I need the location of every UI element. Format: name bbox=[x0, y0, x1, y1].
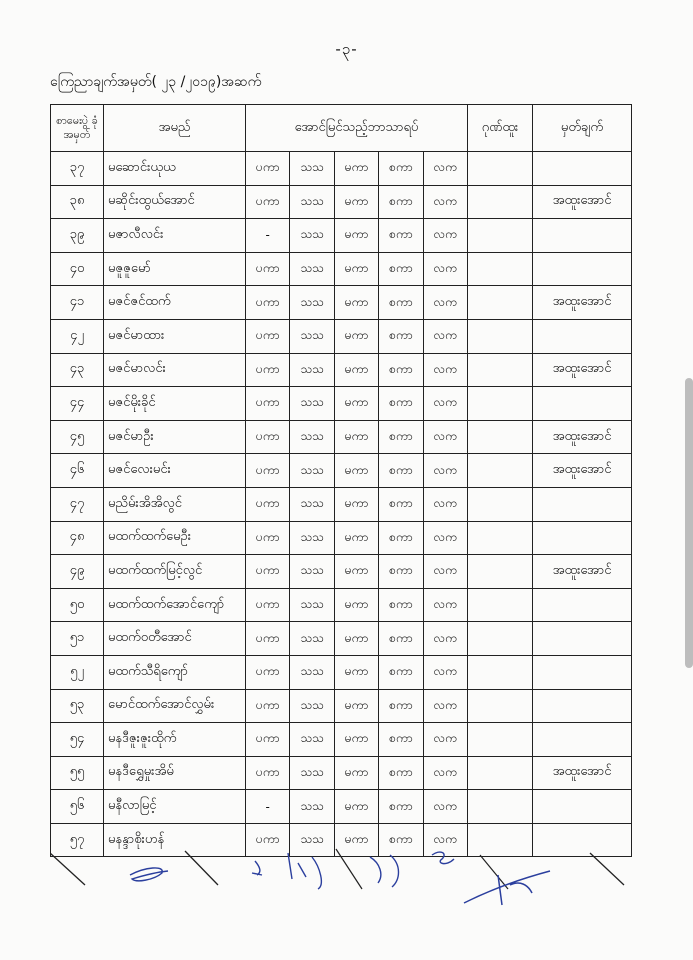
slash-mark bbox=[50, 853, 85, 885]
subject-2-cell: သသ bbox=[290, 622, 334, 656]
header-roll-number: စာမေးပွဲ ခုံအမှတ် bbox=[51, 105, 104, 152]
remark-cell: အထူးအောင် bbox=[533, 454, 632, 488]
roll-number-cell: ၅၇ bbox=[51, 823, 104, 857]
subject-5-cell: လက bbox=[423, 454, 467, 488]
subject-4-cell: စကာ bbox=[379, 790, 423, 824]
roll-number-cell: ၅၁ bbox=[51, 622, 104, 656]
header-passed-subjects: အောင်မြင်သည့်ဘာသာရပ် bbox=[246, 105, 468, 152]
subject-4-cell: စကာ bbox=[379, 723, 423, 757]
table-row bbox=[51, 152, 632, 186]
subject-3-cell: မကာ bbox=[334, 487, 378, 521]
announcement-header: ကြေညာချက်အမှတ်( ၂၃ /၂၀၁၉)အဆက် bbox=[50, 74, 262, 90]
subject-5-cell: လက bbox=[423, 387, 467, 421]
subject-1-cell: - bbox=[246, 219, 290, 253]
subject-1-cell: ပကာ bbox=[246, 588, 290, 622]
subject-3-cell: မကာ bbox=[334, 319, 378, 353]
name-cell: မထက်ထက်အောင်ကျော် bbox=[104, 588, 246, 622]
name-cell: မနီလာမြင့် bbox=[104, 790, 246, 824]
subject-1-cell: ပကာ bbox=[246, 756, 290, 790]
subject-2-cell: သသ bbox=[290, 454, 334, 488]
table-row bbox=[51, 454, 632, 488]
name-cell: မဇင်ဇင်ထက် bbox=[104, 286, 246, 320]
subject-3-cell: မကာ bbox=[334, 655, 378, 689]
name-cell: မဇင်လေးမင်း bbox=[104, 454, 246, 488]
subject-5-cell: လက bbox=[423, 252, 467, 286]
subject-5-cell: လက bbox=[423, 655, 467, 689]
name-cell: မဇင်မာဦး bbox=[104, 420, 246, 454]
subject-4-cell: စကာ bbox=[379, 555, 423, 589]
subject-4-cell: စကာ bbox=[379, 319, 423, 353]
roll-number-cell: ၄၈ bbox=[51, 521, 104, 555]
subject-4-cell: စကာ bbox=[379, 823, 423, 857]
page-number: -၃- bbox=[335, 40, 358, 58]
subject-2-cell: သသ bbox=[290, 555, 334, 589]
remark-cell bbox=[533, 622, 632, 656]
subject-1-cell: ပကာ bbox=[246, 823, 290, 857]
distinction-cell bbox=[468, 152, 533, 186]
roll-number-cell: ၄၄ bbox=[51, 387, 104, 421]
distinction-cell bbox=[468, 252, 533, 286]
distinction-cell bbox=[468, 487, 533, 521]
remark-cell: အထူးအောင် bbox=[533, 286, 632, 320]
remark-cell: အထူးအောင် bbox=[533, 756, 632, 790]
distinction-cell bbox=[468, 555, 533, 589]
table-header-row bbox=[51, 105, 632, 152]
table-row bbox=[51, 622, 632, 656]
remark-cell bbox=[533, 152, 632, 186]
roll-number-cell: ၄၀ bbox=[51, 252, 104, 286]
table-row bbox=[51, 689, 632, 723]
remark-cell bbox=[533, 689, 632, 723]
subject-1-cell: ပကာ bbox=[246, 286, 290, 320]
remark-cell bbox=[533, 655, 632, 689]
subject-2-cell: သသ bbox=[290, 521, 334, 555]
table-row bbox=[51, 353, 632, 387]
table-row bbox=[51, 487, 632, 521]
subject-4-cell: စကာ bbox=[379, 185, 423, 219]
name-cell: မနဒီဇူးဇူးထိုက် bbox=[104, 723, 246, 757]
subject-2-cell: သသ bbox=[290, 790, 334, 824]
subject-5-cell: လက bbox=[423, 152, 467, 186]
subject-3-cell: မကာ bbox=[334, 152, 378, 186]
remark-cell bbox=[533, 319, 632, 353]
subject-4-cell: စကာ bbox=[379, 353, 423, 387]
slash-mark bbox=[185, 851, 218, 885]
signature-4 bbox=[370, 855, 399, 887]
table-row bbox=[51, 219, 632, 253]
remark-cell bbox=[533, 219, 632, 253]
subject-3-cell: မကာ bbox=[334, 723, 378, 757]
subject-4-cell: စကာ bbox=[379, 588, 423, 622]
subject-3-cell: မကာ bbox=[334, 756, 378, 790]
subject-2-cell: သသ bbox=[290, 823, 334, 857]
signature-1 bbox=[130, 868, 168, 881]
subject-4-cell: စကာ bbox=[379, 689, 423, 723]
remark-cell: အထူးအောင် bbox=[533, 420, 632, 454]
subject-1-cell: ပကာ bbox=[246, 689, 290, 723]
roll-number-cell: ၄၆ bbox=[51, 454, 104, 488]
name-cell: မနဒီရွှေမှုးအိမ် bbox=[104, 756, 246, 790]
subject-1-cell: ပကာ bbox=[246, 454, 290, 488]
subject-4-cell: စကာ bbox=[379, 420, 423, 454]
distinction-cell bbox=[468, 655, 533, 689]
subject-2-cell: သသ bbox=[290, 319, 334, 353]
subject-2-cell: သသ bbox=[290, 286, 334, 320]
name-cell: မဇူဇူမော် bbox=[104, 252, 246, 286]
subject-3-cell: မကာ bbox=[334, 521, 378, 555]
distinction-cell bbox=[468, 521, 533, 555]
table-row bbox=[51, 555, 632, 589]
roll-number-cell: ၄၃ bbox=[51, 353, 104, 387]
roll-number-cell: ၅၅ bbox=[51, 756, 104, 790]
subject-5-cell: လက bbox=[423, 823, 467, 857]
subject-4-cell: စကာ bbox=[379, 756, 423, 790]
name-cell: မညိမ်းအိအိလွင် bbox=[104, 487, 246, 521]
subject-4-cell: စကာ bbox=[379, 286, 423, 320]
distinction-cell bbox=[468, 588, 533, 622]
subject-3-cell: မကာ bbox=[334, 790, 378, 824]
signature-2 bbox=[252, 861, 262, 875]
table-row bbox=[51, 420, 632, 454]
subject-5-cell: လက bbox=[423, 588, 467, 622]
distinction-cell bbox=[468, 387, 533, 421]
table-row bbox=[51, 286, 632, 320]
subject-2-cell: သသ bbox=[290, 252, 334, 286]
subject-2-cell: သသ bbox=[290, 588, 334, 622]
header-remark: မှတ်ချက် bbox=[533, 105, 632, 152]
subject-4-cell: စကာ bbox=[379, 487, 423, 521]
distinction-cell bbox=[468, 185, 533, 219]
remark-cell bbox=[533, 588, 632, 622]
subject-1-cell: ပကာ bbox=[246, 152, 290, 186]
roll-number-cell: ၄၇ bbox=[51, 487, 104, 521]
roll-number-cell: ၅၃ bbox=[51, 689, 104, 723]
subject-3-cell: မကာ bbox=[334, 219, 378, 253]
subject-5-cell: လက bbox=[423, 420, 467, 454]
name-cell: မောင်ထက်အောင်လွှမ်း bbox=[104, 689, 246, 723]
roll-number-cell: ၃၉ bbox=[51, 219, 104, 253]
distinction-cell bbox=[468, 622, 533, 656]
name-cell: မဆောင်းယုယ bbox=[104, 152, 246, 186]
subject-4-cell: စကာ bbox=[379, 252, 423, 286]
subject-5-cell: လက bbox=[423, 689, 467, 723]
table-row bbox=[51, 756, 632, 790]
subject-5-cell: လက bbox=[423, 353, 467, 387]
subject-3-cell: မကာ bbox=[334, 454, 378, 488]
distinction-cell bbox=[468, 790, 533, 824]
subject-2-cell: သသ bbox=[290, 689, 334, 723]
roll-number-cell: ၃၈ bbox=[51, 185, 104, 219]
subject-5-cell: လက bbox=[423, 286, 467, 320]
name-cell: မထက်ဝတီအောင် bbox=[104, 622, 246, 656]
remark-cell bbox=[533, 487, 632, 521]
subject-3-cell: မကာ bbox=[334, 286, 378, 320]
name-cell: မဇင်မာထား bbox=[104, 319, 246, 353]
subject-3-cell: မကာ bbox=[334, 387, 378, 421]
subject-2-cell: သသ bbox=[290, 655, 334, 689]
subject-3-cell: မကာ bbox=[334, 689, 378, 723]
name-cell: မနန္ဒာစိုးဟန် bbox=[104, 823, 246, 857]
remark-cell: အထူးအောင် bbox=[533, 185, 632, 219]
subject-4-cell: စကာ bbox=[379, 622, 423, 656]
subject-2-cell: သသ bbox=[290, 185, 334, 219]
subject-2-cell: သသ bbox=[290, 219, 334, 253]
table-row bbox=[51, 387, 632, 421]
distinction-cell bbox=[468, 689, 533, 723]
roll-number-cell: ၅၄ bbox=[51, 723, 104, 757]
subject-5-cell: လက bbox=[423, 723, 467, 757]
subject-1-cell: ပကာ bbox=[246, 622, 290, 656]
remark-cell bbox=[533, 521, 632, 555]
remark-cell: အထူးအောင် bbox=[533, 353, 632, 387]
subject-1-cell: ပကာ bbox=[246, 353, 290, 387]
distinction-cell bbox=[468, 723, 533, 757]
subject-1-cell: ပကာ bbox=[246, 723, 290, 757]
subject-5-cell: လက bbox=[423, 521, 467, 555]
subject-1-cell: ပကာ bbox=[246, 655, 290, 689]
subject-5-cell: လက bbox=[423, 185, 467, 219]
table-row bbox=[51, 185, 632, 219]
subject-3-cell: မကာ bbox=[334, 823, 378, 857]
distinction-cell bbox=[468, 319, 533, 353]
subject-2-cell: သသ bbox=[290, 152, 334, 186]
subject-1-cell: - bbox=[246, 790, 290, 824]
subject-2-cell: သသ bbox=[290, 387, 334, 421]
table-row bbox=[51, 790, 632, 824]
distinction-cell bbox=[468, 454, 533, 488]
signature-strip bbox=[50, 845, 640, 915]
subject-2-cell: သသ bbox=[290, 723, 334, 757]
signature-3 bbox=[288, 853, 321, 889]
distinction-cell bbox=[468, 286, 533, 320]
name-cell: မဇင်မိုးခိုင် bbox=[104, 387, 246, 421]
subject-4-cell: စကာ bbox=[379, 521, 423, 555]
header-distinction: ဂုဏ်ထူး bbox=[468, 105, 533, 152]
slash-mark bbox=[590, 853, 624, 885]
subject-3-cell: မကာ bbox=[334, 252, 378, 286]
name-cell: မဆိုင်းထွယ်အောင် bbox=[104, 185, 246, 219]
name-cell: မထက်ထက်မေဦး bbox=[104, 521, 246, 555]
subject-3-cell: မကာ bbox=[334, 555, 378, 589]
subject-3-cell: မကာ bbox=[334, 420, 378, 454]
subject-2-cell: သသ bbox=[290, 487, 334, 521]
roll-number-cell: ၄၉ bbox=[51, 555, 104, 589]
subject-5-cell: လက bbox=[423, 219, 467, 253]
table-row bbox=[51, 319, 632, 353]
subject-5-cell: လက bbox=[423, 790, 467, 824]
roll-number-cell: ၅၆ bbox=[51, 790, 104, 824]
remark-cell bbox=[533, 723, 632, 757]
roll-number-cell: ၄၅ bbox=[51, 420, 104, 454]
subject-1-cell: ပကာ bbox=[246, 252, 290, 286]
distinction-cell bbox=[468, 353, 533, 387]
table-row bbox=[51, 655, 632, 689]
remark-cell bbox=[533, 252, 632, 286]
subject-1-cell: ပကာ bbox=[246, 487, 290, 521]
subject-1-cell: ပကာ bbox=[246, 185, 290, 219]
roll-number-cell: ၅၀ bbox=[51, 588, 104, 622]
subject-3-cell: မကာ bbox=[334, 588, 378, 622]
subject-5-cell: လက bbox=[423, 622, 467, 656]
signature-5 bbox=[432, 852, 454, 864]
roll-number-cell: ၃၇ bbox=[51, 152, 104, 186]
subject-4-cell: စကာ bbox=[379, 219, 423, 253]
slash-mark bbox=[336, 849, 362, 889]
name-cell: မဇာလီလင်း bbox=[104, 219, 246, 253]
distinction-cell bbox=[468, 420, 533, 454]
subject-2-cell: သသ bbox=[290, 420, 334, 454]
subject-4-cell: စကာ bbox=[379, 454, 423, 488]
subject-4-cell: စကာ bbox=[379, 152, 423, 186]
distinction-cell bbox=[468, 756, 533, 790]
subject-1-cell: ပကာ bbox=[246, 521, 290, 555]
table-row bbox=[51, 252, 632, 286]
name-cell: မထက်သီရိကျော် bbox=[104, 655, 246, 689]
subject-1-cell: ပကာ bbox=[246, 319, 290, 353]
header-name: အမည် bbox=[104, 105, 246, 152]
subject-3-cell: မကာ bbox=[334, 622, 378, 656]
table-row bbox=[51, 521, 632, 555]
remark-cell bbox=[533, 387, 632, 421]
distinction-cell bbox=[468, 219, 533, 253]
subject-3-cell: မကာ bbox=[334, 185, 378, 219]
remark-cell: အထူးအောင် bbox=[533, 555, 632, 589]
subject-2-cell: သသ bbox=[290, 756, 334, 790]
subject-1-cell: ပကာ bbox=[246, 420, 290, 454]
subject-4-cell: စကာ bbox=[379, 387, 423, 421]
results-table bbox=[50, 104, 632, 857]
subject-3-cell: မကာ bbox=[334, 353, 378, 387]
subject-1-cell: ပကာ bbox=[246, 387, 290, 421]
roll-number-cell: ၄၁ bbox=[51, 286, 104, 320]
roll-number-cell: ၄၂ bbox=[51, 319, 104, 353]
subject-4-cell: စကာ bbox=[379, 655, 423, 689]
name-cell: မဇင်မာလင်း bbox=[104, 353, 246, 387]
subject-1-cell: ပကာ bbox=[246, 555, 290, 589]
table-row bbox=[51, 588, 632, 622]
name-cell: မထက်ထက်မြင့်လွင် bbox=[104, 555, 246, 589]
subject-5-cell: လက bbox=[423, 756, 467, 790]
subject-5-cell: လက bbox=[423, 319, 467, 353]
scrollbar-thumb[interactable] bbox=[685, 378, 693, 668]
subject-2-cell: သသ bbox=[290, 353, 334, 387]
roll-number-cell: ၅၂ bbox=[51, 655, 104, 689]
subject-5-cell: လက bbox=[423, 555, 467, 589]
slash-mark bbox=[480, 855, 508, 889]
remark-cell bbox=[533, 790, 632, 824]
subject-5-cell: လက bbox=[423, 487, 467, 521]
table-row bbox=[51, 723, 632, 757]
